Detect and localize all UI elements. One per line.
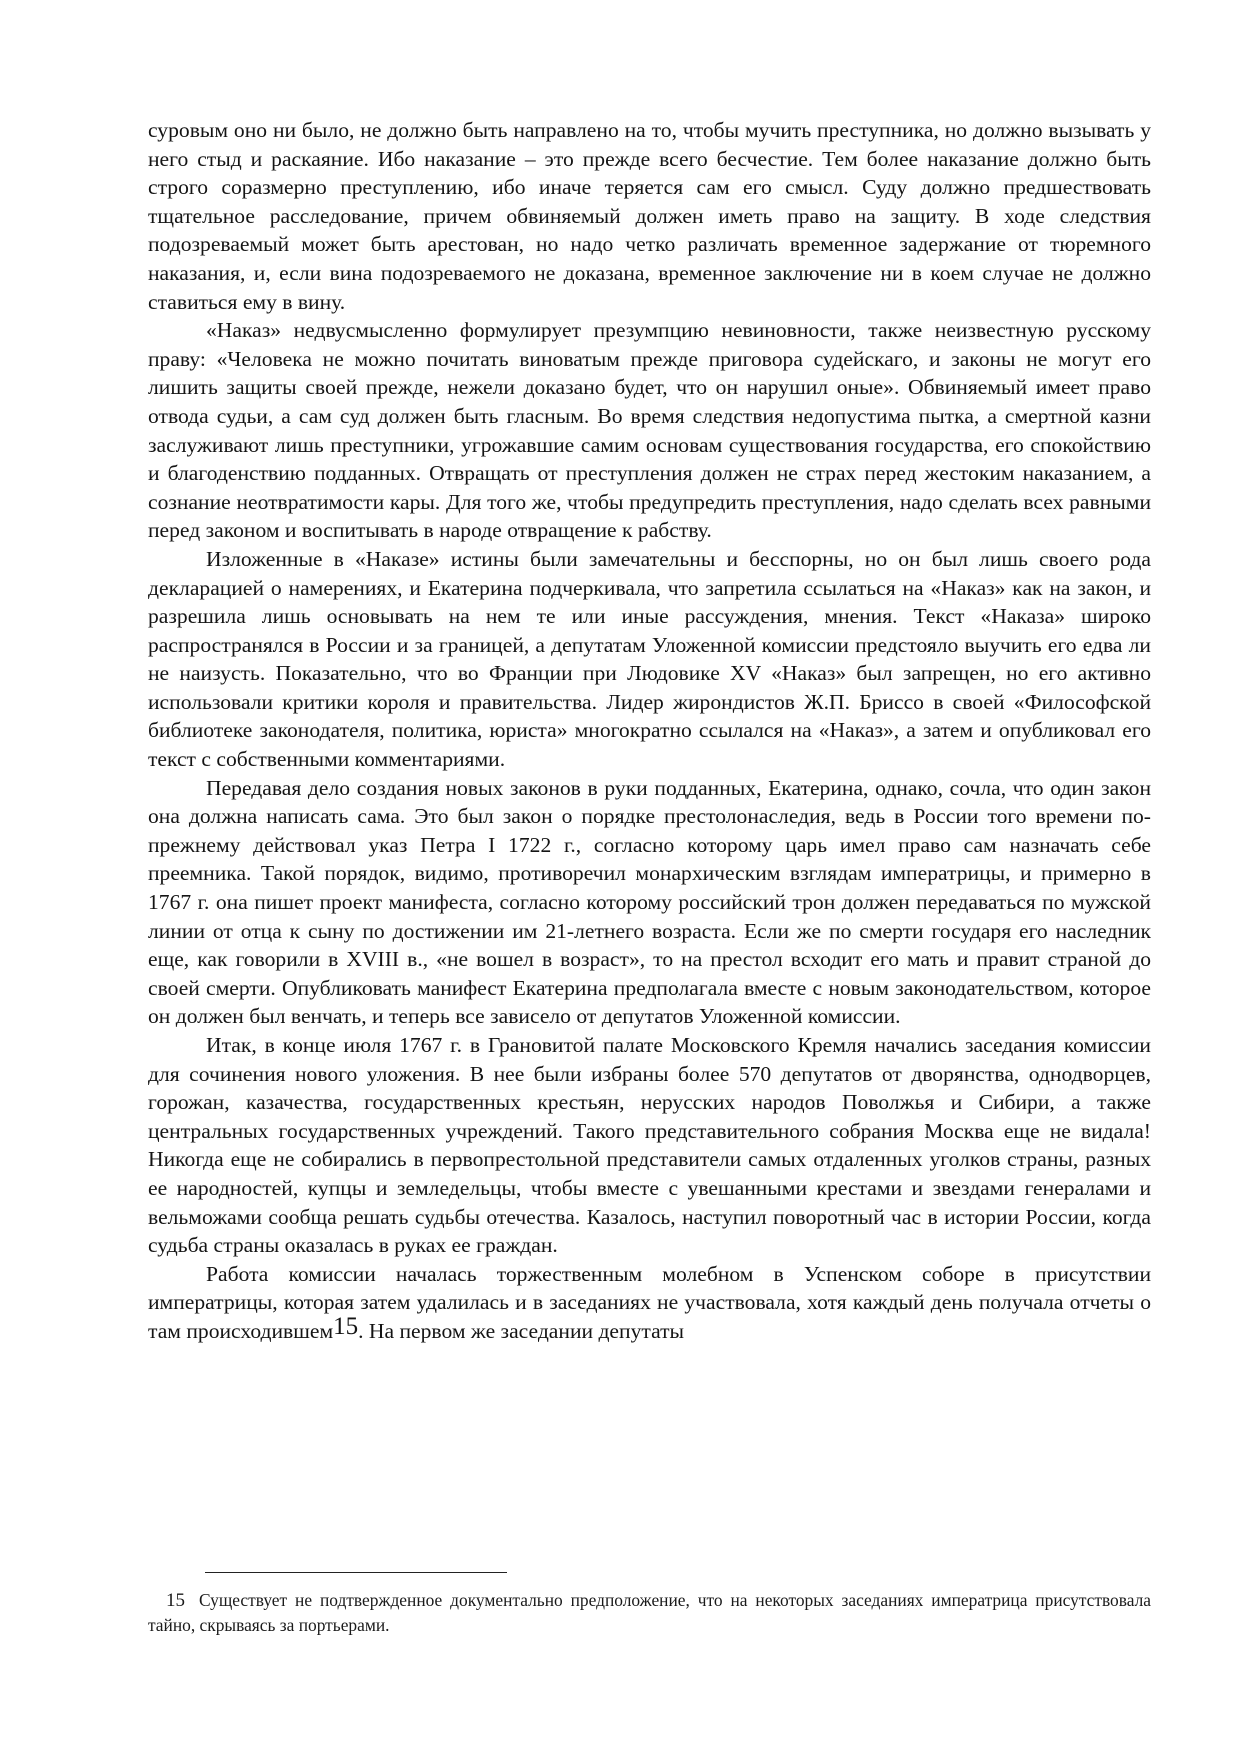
page-body [148, 116, 1151, 1346]
paragraph-3: Изложенные в «Наказе» истины были замечательны и бесспорны, но он был лишь своего рода декларацией о намерениях, и Екатерина подчеркивала, что запретила ссылаться на «Наказ» как на закон, и разрешила лишь основывать на нем те или иные рассуждения, мнения. Текст «Наказа» широко распространялся в России и за границей, а депутатам Уложенной комиссии предстояло выучить его едва ли не наизусть. Показательно, что во Франции при Людовике XV «Наказ» был запрещен, но его активно использовали критики короля и правительства. Лидер жирондистов Ж.П. Бриссо в своей «Философской библиотеке законодателя, политика, юриста» многократно ссылался на «Наказ», а затем и опубликовал его текст с собственными комментариями. [148, 546, 1151, 772]
paragraph-6-text: Работа комиссии началась торжественным молебном в Успенском соборе в присутствии императрицы, которая затем удалилась и в заседаниях не участвовала, хотя каждый день получала отчеты о там происходившем [148, 1261, 1151, 1343]
paragraph-4: Передавая дело создания новых законов в руки подданных, Екатерина, однако, сочла, что один закон она должна написать сама. Это был закон о порядке престолонаследия, ведь в России того времени по-прежнему действовал указ Петра I 1722 г., согласно которому царь имел право сам назначать себе преемника. Такой порядок, видимо, противоречил монархическим взглядам императрицы, и примерно в 1767 г. она пишет проект манифеста, согласно которому российский трон должен передаваться по мужской линии от отца к сыну по достижении им 21-летнего возраста. Если же по смерти государя его наследник еще, как говорили в XVIII в., «не вошел в возраст», то на престол всходит его мать и правит страной до своей смерти. Опубликовать манифест Екатерина предполагала вместе с новым законодательством, которое он должен был венчать, и теперь все зависело от депутатов Уложенной комиссии. [148, 775, 1151, 1029]
footnote-separator [205, 1572, 507, 1573]
paragraph-1: суровым оно ни было, не должно быть направлено на то, чтобы мучить преступника, но должно вызывать у него стыд и раскаяние. Ибо наказание – это прежде всего бесчестие. Тем более наказание должно быть строго соразмерно преступлению, ибо иначе теряется сам его смысл. Суду должно предшествовать тщательное расследование, причем обвиняемый должен иметь право на защиту. В ходе следствия подозреваемый может быть арестован, но надо четко различать временное задержание от тюремного наказания, и, если вина подозреваемого не доказана, временное заключение ни в коем случае не должно ставиться ему в вину. [148, 118, 1151, 314]
footnote-text: Существует не подтвержденное документально предположение, что на некоторых заседаниях императрица присутствовала тайно, скрываясь за портьерами. [148, 1590, 1151, 1635]
paragraph-6-continuation: . На первом же заседании депутаты [358, 1318, 685, 1343]
footnote [148, 1588, 1151, 1637]
paragraph-5: Итак, в конце июля 1767 г. в Грановитой палате Московского Кремля начались заседания комиссии для сочинения нового уложения. В нее были избраны более 570 депутатов от дворянства, однодворцев, горожан, казачества, государственных крестьян, нерусских народов Поволжья и Сибири, а также центральных государственных учреждений. Такого представительного собрания Москва еще не видала! Никогда еще не собирались в первопрестольной представители самых отдаленных уголков страны, разных ее народностей, купцы и земледельцы, чтобы вместе с увешанными крестами и звездами генералами и вельможами сообща решать судьбы отечества. Казалось, наступил поворотный час в истории России, когда судьба страны оказалась в руках ее граждан. [148, 1033, 1151, 1258]
footnote-reference[interactable]: 15 [333, 1312, 359, 1340]
paragraph-2: «Наказ» недвусмысленно формулирует презумпцию невиновности, также неизвестную русскому праву: «Человека не можно почитать виноватым прежде приговора судейскаго, и законы не могут его лишить защиты своей прежде, нежели доказано будет, что он нарушил оные». Обвиняемый имеет право отвода судьи, а сам суд должен быть гласным. Во время следствия недопустима пытка, а смертной казни заслуживают лишь преступники, угрожавшие самим основам существования государства, его спокойствию и благоденствию подданных. Отвращать от преступления должен не страх перед жестоким наказанием, а сознание неотвратимости кары. Для того же, чтобы предупредить преступления, надо сделать всех равными перед законом и воспитывать в народе отвращение к рабству. [148, 318, 1151, 543]
paragraph-6 [148, 1260, 1151, 1346]
footnote-number: 15 [166, 1590, 185, 1611]
